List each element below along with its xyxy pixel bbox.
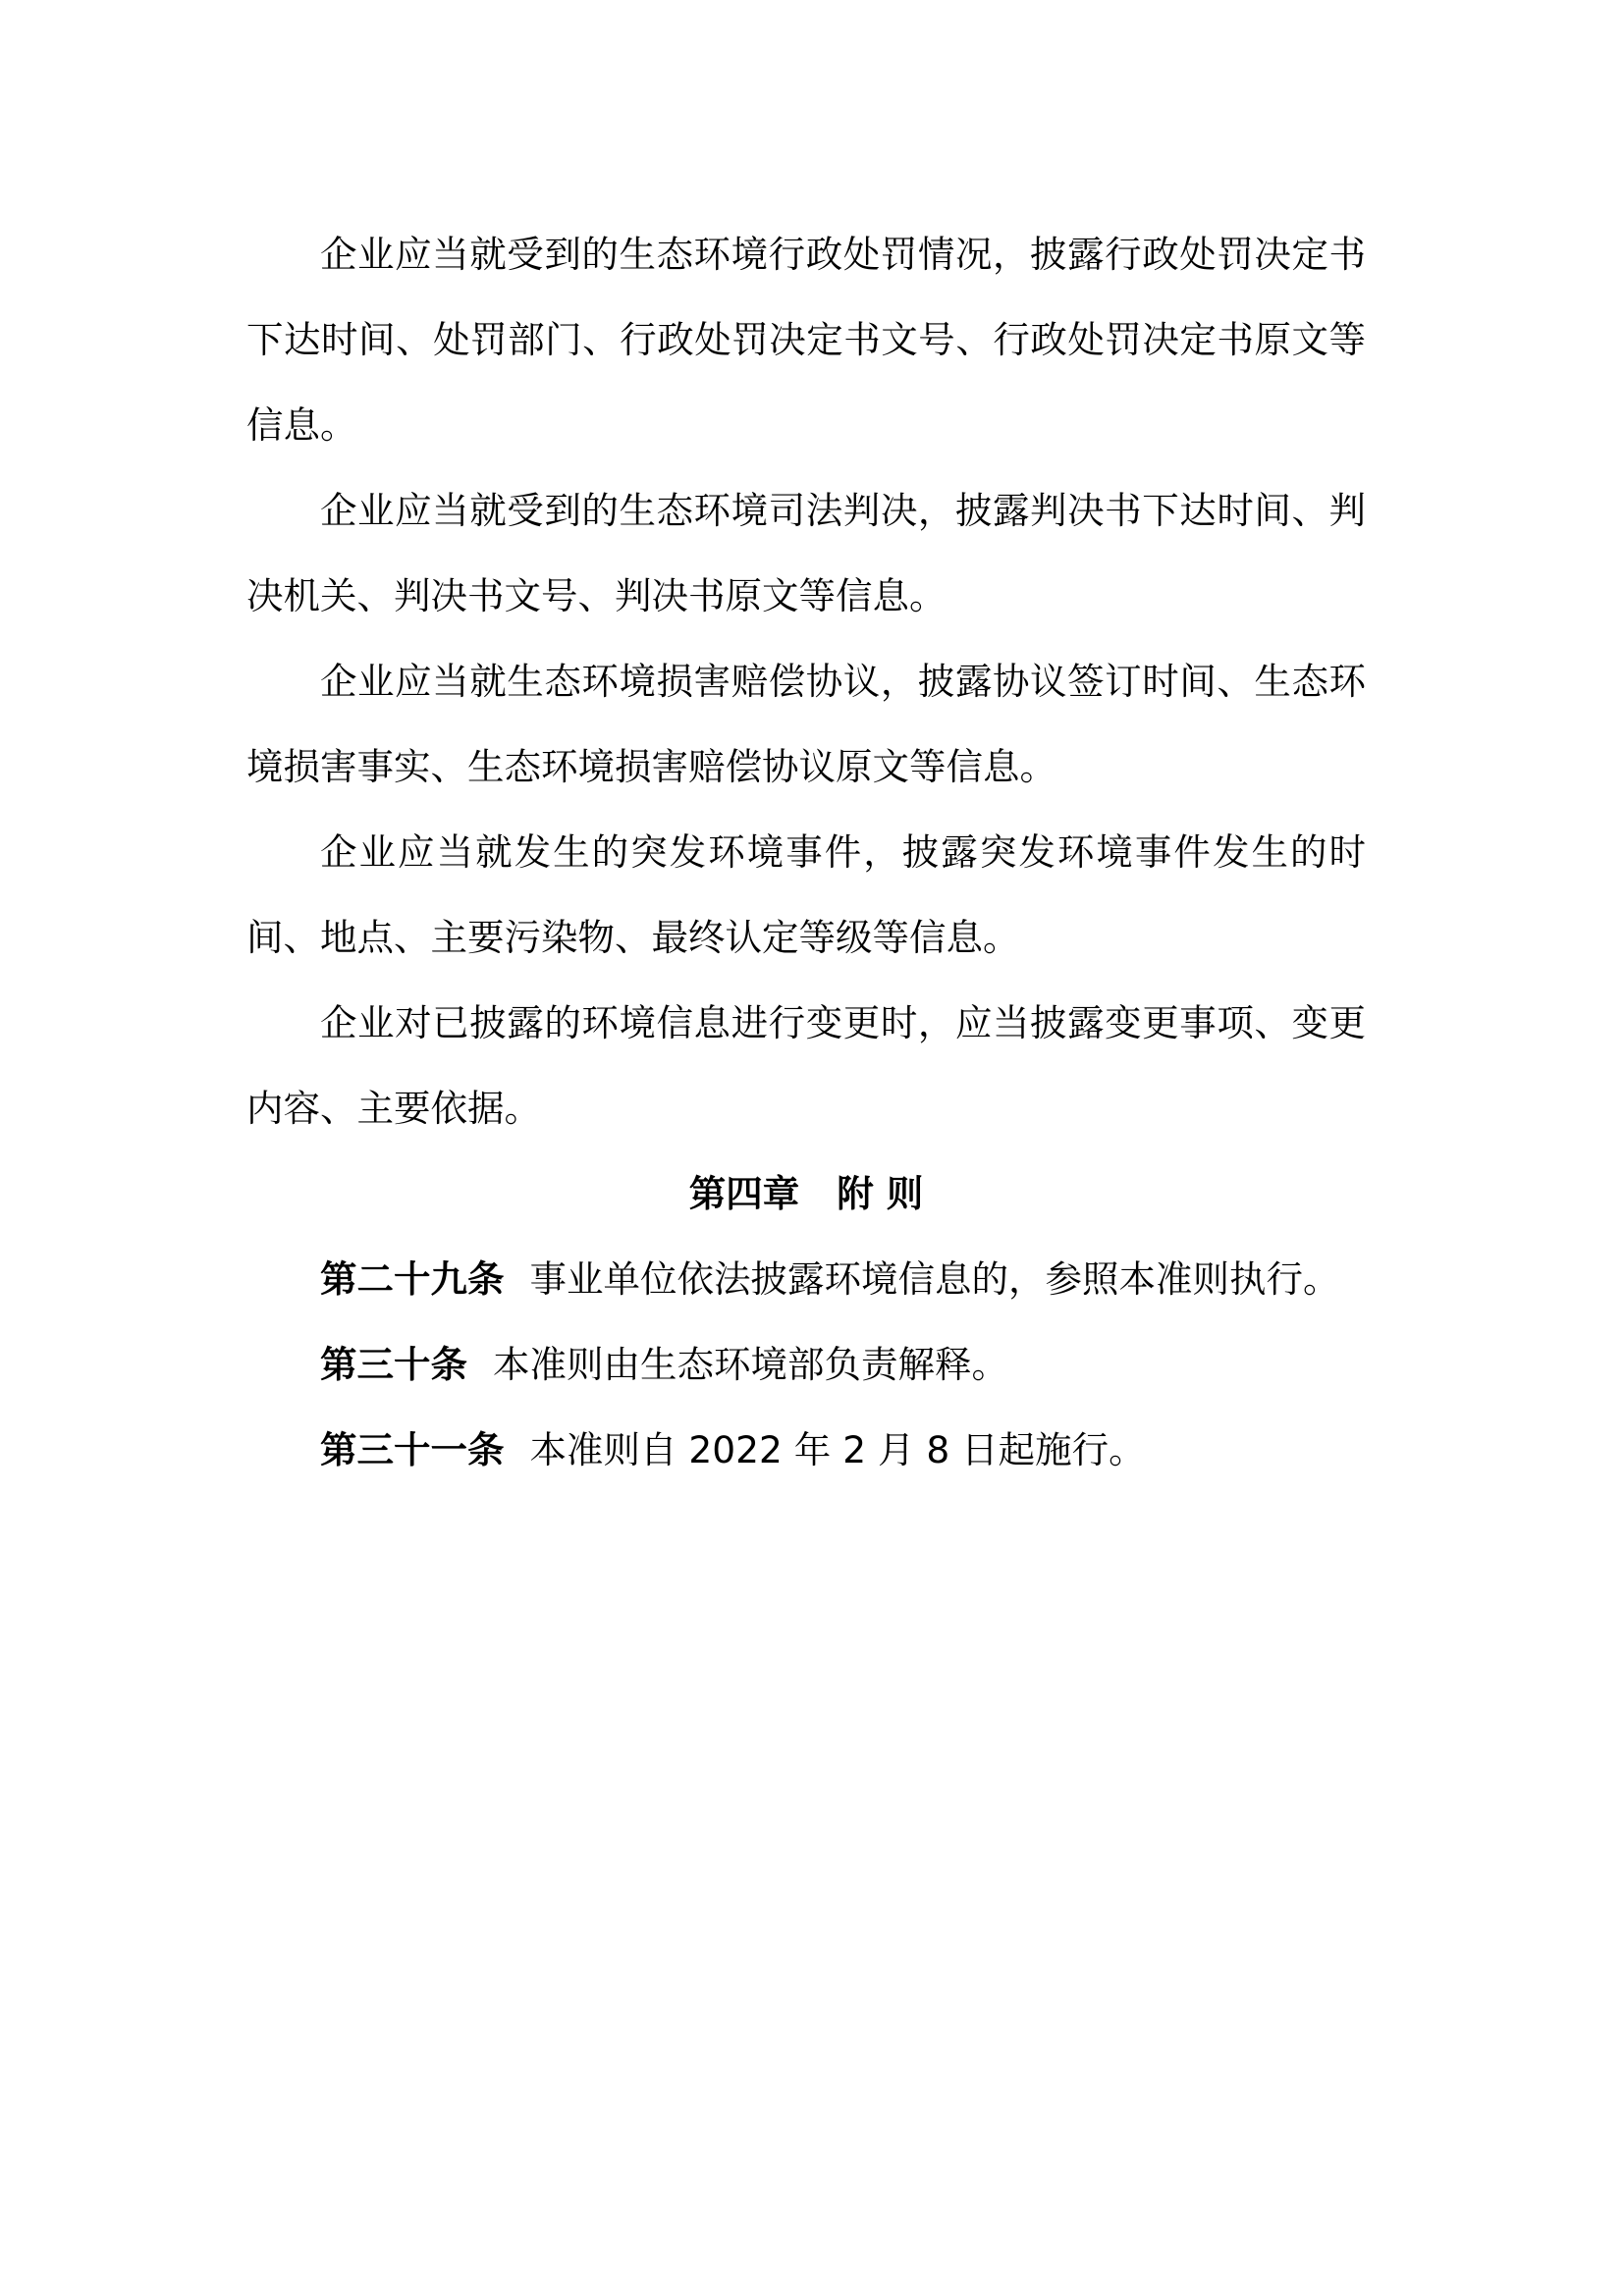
paragraph-emergency-event: 企业应当就发生的突发环境事件，披露突发环境事件发生的时间、地点、主要污染物、最终认定等级等信息。 xyxy=(246,830,1366,959)
article-29 xyxy=(246,1237,1366,1322)
article-number: 第二十九条 xyxy=(320,1257,505,1301)
article-text: 事业单位依法披露环境信息的，参照本准则执行。 xyxy=(529,1257,1340,1301)
article-30 xyxy=(246,1322,1366,1408)
paragraph-judgment-disclosure: 企业应当就受到的生态环境司法判决，披露判决书下达时间、判决机关、判决书文号、判决书原文等信息。 xyxy=(246,489,1366,617)
chapter-heading xyxy=(246,1151,1366,1237)
paragraph-penalty-disclosure: 企业应当就受到的生态环境行政处罚情况，披露行政处罚决定书下达时间、处罚部门、行政处罚决定书文号、行政处罚决定书原文等信息。 xyxy=(246,233,1366,447)
article-number: 第三十一条 xyxy=(320,1428,505,1471)
article-number: 第三十条 xyxy=(320,1343,467,1386)
chapter-number: 第四章 xyxy=(688,1172,800,1215)
paragraph-information-change: 企业对已披露的环境信息进行变更时，应当披露变更事项、变更内容、主要依据。 xyxy=(246,1001,1366,1130)
article-text: 本准则自 2022 年 2 月 8 日起施行。 xyxy=(529,1428,1146,1471)
paragraph-compensation-agreement: 企业应当就生态环境损害赔偿协议，披露协议签订时间、生态环境损害事实、生态环境损害赔偿协议原文等信息。 xyxy=(246,660,1366,788)
article-text: 本准则由生态环境部负责解释。 xyxy=(493,1343,1008,1386)
document-body xyxy=(246,212,1366,1493)
chapter-title: 附 则 xyxy=(837,1172,924,1215)
article-31 xyxy=(246,1408,1366,1493)
